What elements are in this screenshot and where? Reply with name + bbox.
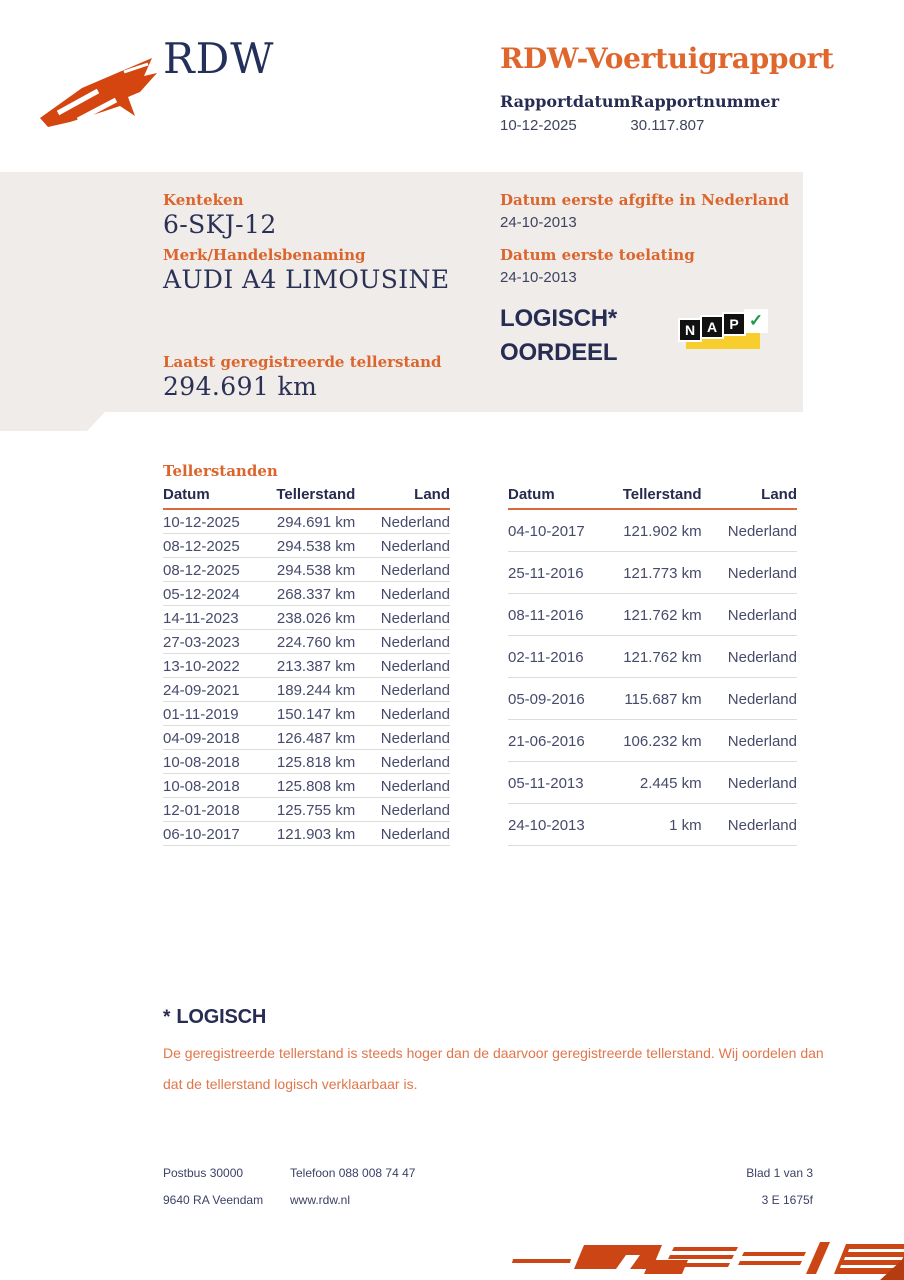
report-number-block xyxy=(630,92,779,134)
table-row xyxy=(163,582,450,606)
cell-land: Nederland xyxy=(702,552,797,594)
report-date-value: 10-12-2025 xyxy=(500,117,577,134)
cell-tellerstand: 121.902 km xyxy=(612,509,702,552)
cell-land: Nederland xyxy=(702,636,797,678)
table-row xyxy=(508,552,797,594)
header-land: Land xyxy=(702,484,797,509)
table-row xyxy=(163,822,450,846)
table-row xyxy=(508,720,797,762)
cell-datum: 24-09-2021 xyxy=(163,678,266,702)
cell-tellerstand: 121.762 km xyxy=(612,594,702,636)
cell-tellerstand: 238.026 km xyxy=(266,606,355,630)
cell-datum: 05-09-2016 xyxy=(508,678,612,720)
footer-contact xyxy=(290,1166,415,1220)
report-number-value: 30.117.807 xyxy=(630,117,705,134)
cell-tellerstand: 125.755 km xyxy=(266,798,355,822)
speed-stripes-graphic xyxy=(504,1238,904,1280)
footnote-text: De geregistreerde tellerstand is steeds hoger dan de daarvoor geregistreerde tellerstand. Wij oordelen dan dat de tellerstand logisch verklaarbaar is. xyxy=(163,1045,824,1092)
cell-datum: 21-06-2016 xyxy=(508,720,612,762)
cell-datum: 14-11-2023 xyxy=(163,606,266,630)
cell-tellerstand: 294.691 km xyxy=(266,509,355,534)
cell-datum: 05-12-2024 xyxy=(163,582,266,606)
cell-datum: 08-12-2025 xyxy=(163,534,266,558)
table-row xyxy=(508,678,797,720)
tellerstanden-table-left xyxy=(163,484,450,846)
laatste-tellerstand-label: Laatst geregistreerde tellerstand xyxy=(163,353,442,371)
footnote-title: LOGISCH xyxy=(176,1006,267,1028)
cell-tellerstand: 126.487 km xyxy=(266,726,355,750)
cell-land: Nederland xyxy=(355,678,450,702)
cell-land: Nederland xyxy=(702,804,797,846)
report-meta xyxy=(500,92,779,134)
cell-land: Nederland xyxy=(355,582,450,606)
footer-phone: Telefoon 088 008 74 47 xyxy=(290,1166,416,1180)
nap-check-icon: ✓ xyxy=(746,311,766,331)
cell-datum: 10-12-2025 xyxy=(163,509,266,534)
cell-land: Nederland xyxy=(355,726,450,750)
cell-tellerstand: 2.445 km xyxy=(612,762,702,804)
oordeel-line2: OORDEEL xyxy=(500,339,618,366)
cell-tellerstand: 125.808 km xyxy=(266,774,355,798)
afgifte-value: 24-10-2013 xyxy=(500,214,577,231)
cell-land: Nederland xyxy=(355,702,450,726)
nap-letter-n: N xyxy=(680,320,700,340)
table-row xyxy=(508,636,797,678)
table-row xyxy=(163,654,450,678)
cell-datum: 08-11-2016 xyxy=(508,594,612,636)
report-title: RDW-Voertuigrapport xyxy=(500,42,834,75)
cell-land: Nederland xyxy=(355,606,450,630)
cell-tellerstand: 115.687 km xyxy=(612,678,702,720)
cell-datum: 13-10-2022 xyxy=(163,654,266,678)
oordeel-text xyxy=(500,302,617,370)
report-date-label: Rapportdatum xyxy=(500,92,631,111)
table-row xyxy=(163,726,450,750)
tellerstanden-title: Tellerstanden xyxy=(163,462,278,480)
header-land: Land xyxy=(355,484,450,509)
nap-letter-p: P xyxy=(724,314,744,334)
footer-postbus: Postbus 30000 xyxy=(163,1166,244,1180)
cell-tellerstand: 189.244 km xyxy=(266,678,355,702)
table-header-row xyxy=(163,484,450,509)
cell-land: Nederland xyxy=(355,534,450,558)
cell-tellerstand: 121.903 km xyxy=(266,822,355,846)
cell-tellerstand: 1 km xyxy=(612,804,702,846)
cell-datum: 27-03-2023 xyxy=(163,630,266,654)
cell-datum: 02-11-2016 xyxy=(508,636,612,678)
cell-land: Nederland xyxy=(355,750,450,774)
cell-land: Nederland xyxy=(355,798,450,822)
footer-page-number: Blad 1 van 3 xyxy=(746,1166,813,1180)
table-row xyxy=(163,509,450,534)
cell-tellerstand: 121.773 km xyxy=(612,552,702,594)
cell-datum: 24-10-2013 xyxy=(508,804,612,846)
nap-logo xyxy=(678,310,764,354)
cell-tellerstand: 268.337 km xyxy=(266,582,355,606)
footer-website-link[interactable]: www.rdw.nl xyxy=(290,1193,351,1207)
table-row xyxy=(508,594,797,636)
footer-address xyxy=(163,1166,290,1220)
cell-datum: 25-11-2016 xyxy=(508,552,612,594)
cell-tellerstand: 125.818 km xyxy=(266,750,355,774)
cell-datum: 06-10-2017 xyxy=(163,822,266,846)
header-tellerstand: Tellerstand xyxy=(612,484,702,509)
table-row xyxy=(508,762,797,804)
table-row xyxy=(163,558,450,582)
cell-land: Nederland xyxy=(702,509,797,552)
cell-tellerstand: 121.762 km xyxy=(612,636,702,678)
oordeel-line1: LOGISCH* xyxy=(500,305,618,332)
cell-land: Nederland xyxy=(702,678,797,720)
table-row xyxy=(163,750,450,774)
cell-datum: 12-01-2018 xyxy=(163,798,266,822)
cell-tellerstand: 106.232 km xyxy=(612,720,702,762)
cell-land: Nederland xyxy=(355,558,450,582)
cell-tellerstand: 294.538 km xyxy=(266,558,355,582)
merk-value: AUDI A4 LIMOUSINE xyxy=(163,265,450,294)
cell-datum: 04-09-2018 xyxy=(163,726,266,750)
report-number-label: Rapportnummer xyxy=(630,92,780,111)
header-tellerstand: Tellerstand xyxy=(266,484,355,509)
tellerstanden-section xyxy=(163,462,797,846)
cell-datum: 10-08-2018 xyxy=(163,750,266,774)
cell-land: Nederland xyxy=(355,630,450,654)
logisch-footnote xyxy=(163,1006,843,1100)
cell-land: Nederland xyxy=(702,762,797,804)
nap-letter-a: A xyxy=(702,317,722,337)
table-row xyxy=(163,606,450,630)
footer-city: 9640 RA Veendam xyxy=(163,1193,264,1207)
laatste-tellerstand-value: 294.691 km xyxy=(163,372,318,401)
cell-land: Nederland xyxy=(702,594,797,636)
cell-datum: 08-12-2025 xyxy=(163,558,266,582)
cell-tellerstand: 294.538 km xyxy=(266,534,355,558)
table-row xyxy=(163,630,450,654)
vehicle-summary-panel xyxy=(0,172,803,412)
table-row xyxy=(163,774,450,798)
merk-label: Merk/Handelsbenaming xyxy=(163,246,366,264)
cell-tellerstand: 150.147 km xyxy=(266,702,355,726)
cell-tellerstand: 224.760 km xyxy=(266,630,355,654)
cell-datum: 04-10-2017 xyxy=(508,509,612,552)
kenteken-value: 6-SKJ-12 xyxy=(163,210,277,239)
cell-land: Nederland xyxy=(355,654,450,678)
tellerstanden-table-right xyxy=(508,484,797,846)
table-row xyxy=(508,804,797,846)
table-row xyxy=(163,678,450,702)
afgifte-label: Datum eerste afgifte in Nederland xyxy=(500,191,790,209)
rdw-logo-text: RDW xyxy=(163,34,275,83)
report-date-block xyxy=(500,92,630,134)
toelating-value: 24-10-2013 xyxy=(500,269,577,286)
cell-datum: 10-08-2018 xyxy=(163,774,266,798)
header-datum: Datum xyxy=(163,484,266,509)
cell-datum: 01-11-2019 xyxy=(163,702,266,726)
rdw-logo-wing-icon xyxy=(36,50,168,130)
cell-land: Nederland xyxy=(355,509,450,534)
header-datum: Datum xyxy=(508,484,612,509)
page-footer xyxy=(163,1166,813,1220)
cell-datum: 05-11-2013 xyxy=(508,762,612,804)
footer-pageinfo xyxy=(746,1166,813,1220)
cell-tellerstand: 213.387 km xyxy=(266,654,355,678)
cell-land: Nederland xyxy=(355,822,450,846)
footer-doc-code: 3 E 1675f xyxy=(761,1193,813,1207)
table-row xyxy=(508,509,797,552)
table-header-row xyxy=(508,484,797,509)
kenteken-label: Kenteken xyxy=(163,191,244,209)
table-row xyxy=(163,534,450,558)
table-row xyxy=(163,798,450,822)
cell-land: Nederland xyxy=(702,720,797,762)
table-row xyxy=(163,702,450,726)
toelating-label: Datum eerste toelating xyxy=(500,246,695,264)
cell-land: Nederland xyxy=(355,774,450,798)
footnote-marker: * xyxy=(163,1007,171,1028)
